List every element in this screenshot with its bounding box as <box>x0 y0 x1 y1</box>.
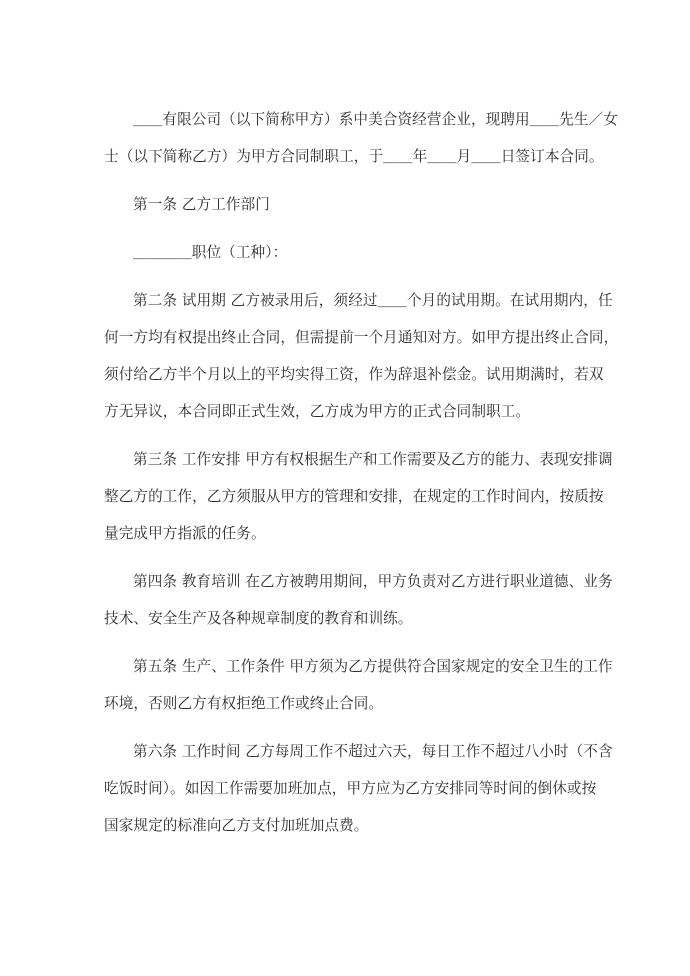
text-line: 何一方均有权提出终止合同，但需提前一个月通知对方。如甲方提出终止合同， <box>104 329 619 346</box>
text-line: ＿＿有限公司（以下简称甲方）系中美合资经营企业，现聘用＿＿先生／女 <box>133 111 618 128</box>
text-line: 第三条 工作安排 甲方有权根据生产和工作需要及乙方的能力、表现安排调 <box>133 451 613 468</box>
text-line: 第一条 乙方工作部门 <box>133 196 270 213</box>
text-line: 技术、安全生产及各种规章制度的教育和训练。 <box>104 610 413 627</box>
text-line: 第四条 教育培训 在乙方被聘用期间，甲方负责对乙方进行职业道德、业务 <box>133 573 613 590</box>
position-field <box>104 234 584 271</box>
article-3-paragraph <box>104 441 613 552</box>
text-line: 吃饭时间）。如因工作需要加班加点，甲方应为乙方安排同等时间的倒休或按 <box>104 780 597 797</box>
text-line: 整乙方的工作，乙方须服从甲方的管理和安排，在规定的工作时间内，按质按 <box>104 488 604 505</box>
text-line: 须付给乙方半个月以上的平均实得工资，作为辞退补偿金。试用期满时，若双 <box>104 366 604 383</box>
article-2-paragraph <box>104 282 619 430</box>
text-line: 第二条 试用期 乙方被录用后，须经过＿＿个月的试用期。在试用期内，任 <box>133 292 613 309</box>
article-5-paragraph <box>104 648 613 722</box>
text-line: 国家规定的标准向乙方支付加班加点费。 <box>104 817 369 834</box>
article-6-paragraph <box>104 733 613 844</box>
article-4-paragraph <box>104 563 613 637</box>
text-line: 环境，否则乙方有权拒绝工作或终止合同。 <box>104 695 384 712</box>
article-1-heading <box>104 186 584 223</box>
text-line: 方无异议，本合同即正式生效，乙方成为甲方的正式合同制职工。 <box>104 403 531 420</box>
text-line: 量完成甲方指派的任务。 <box>104 525 266 542</box>
document-page <box>104 101 619 855</box>
text-line: 第五条 生产、工作条件 甲方须为乙方提供符合国家规定的安全卫生的工作 <box>133 658 613 675</box>
intro-paragraph <box>104 101 618 175</box>
text-line: 士（以下简称乙方）为甲方合同制职工，于＿＿年＿＿月＿＿日签订本合同。 <box>104 148 604 165</box>
text-line: ＿＿＿＿职位（工种）： <box>133 244 288 261</box>
text-line: 第六条 工作时间 乙方每周工作不超过六天，每日工作不超过八小时（不含 <box>133 743 613 760</box>
